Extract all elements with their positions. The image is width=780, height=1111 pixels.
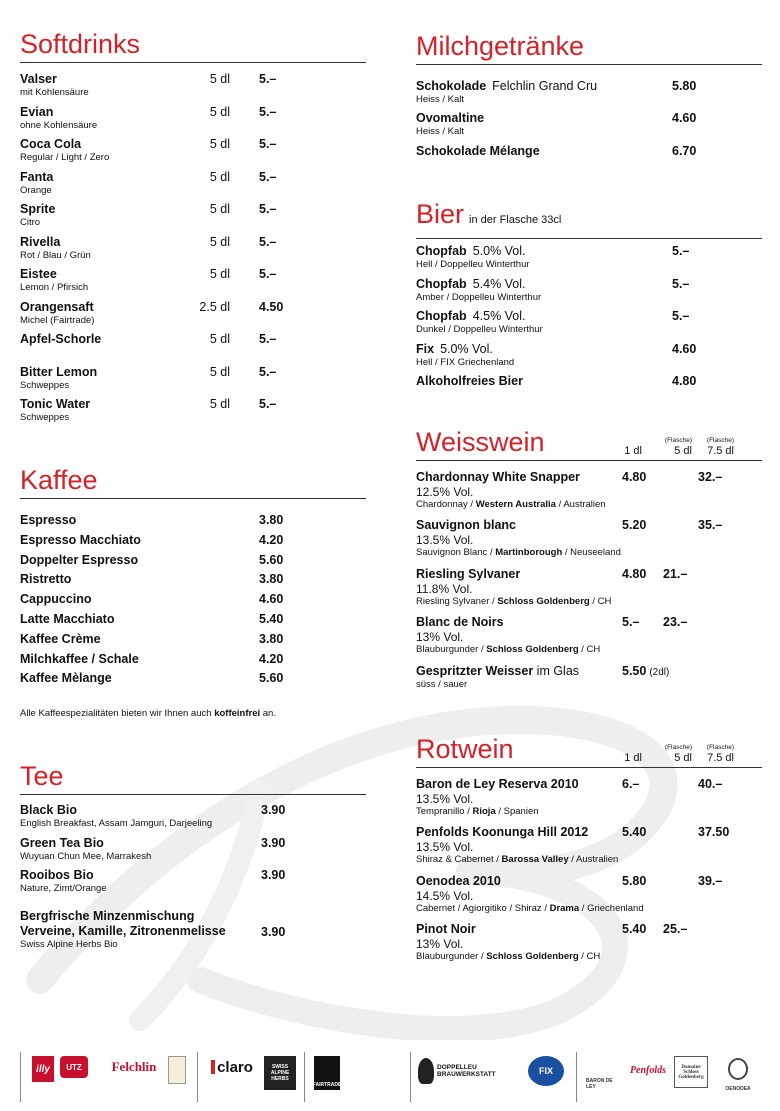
item-name: Oenodea 2010 — [416, 874, 501, 888]
item-name: Baron de Ley Reserva 2010 — [416, 777, 579, 791]
item-name: Penfolds Koonunga Hill 2012 — [416, 825, 589, 839]
item-desc: Hell / Doppelleu Winterthur — [416, 259, 530, 270]
item-price: 3.90 — [261, 803, 286, 817]
item-name — [416, 111, 762, 126]
bier-section — [416, 198, 762, 239]
divider — [20, 1052, 21, 1102]
list-item — [416, 244, 762, 270]
item-name-text: Alkoholfreies Bier — [416, 374, 523, 388]
item-name — [416, 277, 762, 292]
list-item — [20, 553, 366, 568]
price-5dl: 21.– — [663, 567, 688, 581]
item-name: Riesling Sylvaner — [416, 567, 521, 581]
item-price: 5.40 — [259, 612, 284, 626]
list-item — [20, 632, 366, 647]
list-item — [416, 374, 762, 389]
item-desc: Hell / FIX Griechenland — [416, 356, 515, 368]
item-desc: ohne Kohlensäure — [20, 120, 98, 131]
grape: Chardonnay / — [416, 499, 476, 510]
item-abv: 14.5% Vol. — [416, 889, 474, 903]
oenodea-logo: OENODEA — [720, 1056, 756, 1092]
item-name: Doppelter Espresso — [20, 552, 139, 567]
claro-logo: claro — [206, 1056, 258, 1078]
item-desc: Rot / Blau / Grün — [20, 250, 91, 261]
penfolds-logo: Penfolds — [629, 1064, 667, 1076]
koffeinfrei-note: Alle Kaffeespezialitäten bieten wir Ihnen auch koffeinfrei an. — [20, 708, 276, 719]
swiss-alpine-herbs-logo: SWISS ALPINE HERBS — [264, 1056, 296, 1090]
list-item — [20, 202, 366, 228]
grape: Sauvignon Blanc / — [416, 547, 496, 558]
item-desc: Regular / Light / Zero — [20, 152, 110, 163]
item-name — [416, 342, 762, 357]
item-price: 5.– — [259, 332, 277, 346]
price-1dl: 4.80 — [622, 470, 647, 484]
list-item — [20, 137, 366, 163]
rotwein-section — [416, 733, 762, 768]
price-75dl: 32.– — [698, 470, 723, 484]
list-item — [416, 922, 762, 962]
list-item — [20, 652, 366, 667]
grape: Riesling Sylvaner / — [416, 596, 498, 607]
region: Barossa Valley — [501, 854, 569, 865]
item-price: 6.70 — [672, 144, 697, 158]
item-desc: Schweppes — [20, 412, 70, 423]
felchlin-label-image — [168, 1056, 186, 1084]
item-desc: Schweppes — [20, 380, 70, 391]
price-1dl: 5.20 — [622, 518, 647, 532]
region: Schloss Goldenberg — [497, 596, 590, 607]
item-name-text: Schokolade — [416, 79, 487, 93]
grape: Tempranillo / — [416, 806, 473, 817]
item-volume: 2.5 dl — [199, 300, 230, 314]
price-1dl: 5.40 — [622, 825, 647, 839]
doppelleu-logo: DOPPELLEU BRAUWERKSTATT — [418, 1056, 510, 1086]
item-name: Black Bio — [20, 803, 77, 817]
item-name: Ristretto — [20, 572, 72, 587]
region: Schloss Goldenberg — [486, 644, 579, 655]
country: / Griechenland — [579, 903, 644, 914]
item-price: 3.80 — [259, 631, 284, 646]
region: Western Australia — [475, 499, 556, 510]
list-item — [20, 267, 366, 293]
price-5dl: 25.– — [663, 922, 688, 936]
price-75dl: 40.– — [698, 777, 723, 791]
item-price: 3.90 — [261, 835, 286, 850]
list-item — [416, 825, 762, 865]
item-desc — [416, 547, 762, 558]
item-name-text: Chopfab — [416, 244, 467, 258]
kaffee-section — [20, 464, 366, 499]
tee-section — [20, 760, 366, 795]
item-abv: 11.8% Vol. — [416, 582, 473, 596]
softdrinks-section — [20, 28, 366, 63]
list-item — [20, 803, 366, 829]
item-abv: 13.5% Vol. — [416, 840, 474, 854]
item-abv: 4.5% Vol. — [472, 309, 526, 323]
item-name: Espresso — [20, 513, 77, 527]
price-5dl: 23.– — [663, 615, 688, 629]
rotwein-header — [416, 733, 762, 768]
sponsor-logos — [20, 1052, 765, 1102]
item-name-extra: Felchlin Grand Cru — [492, 79, 598, 93]
list-item — [20, 572, 366, 587]
list-item — [20, 868, 366, 894]
list-item — [416, 144, 762, 159]
divider — [576, 1052, 577, 1102]
milch-section — [416, 30, 762, 65]
item-name: Espresso Macchiato — [20, 532, 141, 547]
item-name-text: Chopfab — [416, 309, 467, 323]
bier-header — [416, 198, 762, 239]
column-headers — [416, 433, 762, 457]
list-item — [416, 615, 762, 655]
list-item — [20, 533, 366, 548]
grape: Blauburgunder / — [416, 951, 487, 962]
item-volume: 5 dl — [209, 170, 230, 184]
item-price: 3.90 — [261, 925, 286, 939]
item-price: 5.– — [259, 170, 277, 184]
col-75dl: (Flasche) 7.5 dl — [706, 744, 734, 764]
col-5dl: (Flasche) 5 dl — [664, 437, 692, 457]
fix-logo: FIX — [528, 1056, 564, 1086]
item-price: 4.20 — [259, 651, 284, 666]
region: Schloss Goldenberg — [486, 951, 579, 962]
country: / Neuseeland — [562, 547, 621, 558]
item-volume: 5 dl — [209, 267, 230, 281]
item-name: Bergfrische Minzenmischung — [20, 909, 195, 923]
schloss-goldenberg-logo: Domaine Schloss Goldenberg — [674, 1056, 708, 1088]
item-name: Fanta — [20, 170, 54, 184]
item-name — [416, 79, 762, 94]
item-desc: Orange — [20, 185, 52, 196]
item-desc — [416, 499, 762, 510]
item-price: 5.– — [259, 72, 277, 86]
item-price: 5.60 — [259, 552, 284, 567]
item-price: 4.20 — [259, 532, 284, 547]
list-item — [20, 671, 366, 686]
item-name-text: Fix — [416, 341, 435, 356]
bier-subtitle: in der Flasche 33cl — [469, 214, 562, 226]
list-item — [416, 874, 762, 914]
item-name-text: Ovomaltine — [416, 111, 485, 125]
section-title — [416, 198, 762, 236]
item-price: 5.50 (2dl) — [622, 664, 670, 678]
item-price: 5.– — [672, 276, 690, 291]
item-volume: 5 dl — [209, 137, 230, 151]
item-price: 4.50 — [259, 300, 284, 314]
price-75dl: 37.50 — [698, 825, 730, 839]
price-75dl: 39.– — [698, 874, 723, 888]
item-desc — [416, 596, 762, 607]
item-desc: Heiss / Kalt — [416, 126, 465, 137]
item-desc: süss / sauer — [416, 679, 468, 690]
item-price: 4.80 — [672, 374, 697, 388]
item-desc: English Breakfast, Assam Jamguri, Darjeeling — [20, 818, 213, 829]
region: Drama — [549, 903, 580, 914]
item-desc: Lemon / Pfirsich — [20, 282, 89, 293]
item-desc: Nature, Zimt/Orange — [20, 883, 107, 894]
item-price: 5.– — [259, 365, 277, 379]
item-name: Orangensaft — [20, 300, 94, 314]
item-abv: 5.0% Vol. — [472, 244, 526, 258]
item-abv: 13% Vol. — [416, 937, 464, 951]
item-price: 5.60 — [259, 671, 284, 686]
grape: Cabernet / Agiorgitiko / Shiraz / — [416, 903, 550, 914]
item-price: 5.– — [259, 137, 277, 151]
item-name-line2: Verveine, Kamille, Zitronenmelisse — [20, 924, 226, 938]
col-75dl: (Flasche) 7.5 dl — [706, 437, 734, 457]
col-5dl: (Flasche) 5 dl — [664, 744, 692, 764]
col-1dl: 1 dl — [624, 445, 642, 457]
item-name: Chardonnay White Snapper — [416, 470, 580, 484]
item-name: Gespritzter Weisser im Glas — [416, 664, 580, 678]
item-name: Cappuccino — [20, 592, 92, 607]
grape: Shiraz & Cabernet / — [416, 854, 502, 865]
country: / Australien — [555, 499, 606, 510]
item-desc: Michel (Fairtrade) — [20, 315, 95, 326]
list-item — [416, 470, 762, 510]
list-item — [20, 332, 366, 347]
item-volume: 5 dl — [209, 105, 230, 119]
item-price: 5.– — [259, 202, 277, 216]
kaffee-header — [20, 464, 366, 499]
item-desc: mit Kohlensäure — [20, 87, 89, 98]
weisswein-section — [416, 426, 762, 461]
item-price: 5.– — [259, 105, 277, 119]
item-desc: Dunkel / Doppelleu Winterthur — [416, 324, 543, 335]
item-name: Rooibos Bio — [20, 868, 94, 882]
item-name: Milchkaffee / Schale — [20, 651, 139, 666]
country: / CH — [578, 644, 601, 655]
item-price: 5.– — [672, 244, 690, 258]
list-item — [416, 277, 762, 303]
list-item — [20, 365, 366, 391]
item-name: Kaffee Crème — [20, 631, 101, 646]
item-name — [416, 309, 762, 324]
section-title: Rotwein — [416, 734, 514, 764]
item-volume: 5 dl — [209, 397, 230, 411]
softdrinks-header — [20, 28, 366, 63]
weisswein-header — [416, 426, 762, 461]
region: Rioja — [472, 806, 496, 817]
price-75dl: 35.– — [698, 518, 723, 532]
fairtrade-logo: FAIRTRADE — [314, 1056, 340, 1090]
item-price: 4.60 — [672, 341, 697, 356]
item-name: Green Tea Bio — [20, 835, 104, 850]
list-item — [20, 612, 366, 627]
section-title: Milchgetränke — [416, 31, 585, 61]
item-name: Coca Cola — [20, 137, 82, 151]
list-item — [20, 170, 366, 196]
item-name — [416, 244, 762, 259]
item-abv: 5.0% Vol. — [440, 341, 493, 356]
item-name: Valser — [20, 72, 57, 86]
item-abv: 13.5% Vol. — [416, 533, 474, 547]
item-price: 5.80 — [672, 79, 697, 93]
item-name: Bitter Lemon — [20, 365, 98, 379]
item-abv: 5.4% Vol. — [472, 276, 526, 291]
section-title: Tee — [20, 761, 64, 791]
item-abv: 13% Vol. — [416, 630, 464, 644]
list-item — [416, 518, 762, 558]
country: / CH — [578, 951, 601, 962]
list-item — [20, 397, 366, 423]
item-price: 3.80 — [259, 572, 284, 587]
utz-logo: UTZ — [60, 1056, 88, 1078]
divider — [410, 1052, 411, 1102]
item-price: 5.– — [259, 267, 277, 281]
item-price: 3.80 — [259, 513, 284, 527]
item-desc: Wuyuan Chun Mee, Marrakesh — [20, 850, 152, 862]
country: / Spanien — [495, 806, 539, 817]
item-name: Rivella — [20, 235, 61, 249]
section-title: Kaffee — [20, 465, 98, 495]
country: / CH — [589, 596, 612, 607]
item-volume: 5 dl — [209, 202, 230, 216]
price-1dl: 5.40 — [622, 922, 647, 936]
divider — [304, 1052, 305, 1102]
item-desc — [416, 806, 762, 817]
item-price: 4.60 — [259, 592, 284, 607]
item-name: Latte Macchiato — [20, 612, 115, 626]
list-item — [416, 342, 762, 368]
felchlin-logo: Felchlin — [111, 1059, 157, 1074]
item-name: Pinot Noir — [416, 922, 476, 936]
item-name: Evian — [20, 105, 54, 119]
item-name: Blanc de Noirs — [416, 615, 504, 629]
item-volume: 5 dl — [209, 72, 230, 86]
tee-header — [20, 760, 366, 795]
grape: Blauburgunder / — [416, 644, 487, 655]
item-name: Sauvignon blanc — [416, 518, 517, 532]
item-abv: 12.5% Vol. — [416, 485, 474, 499]
item-name-text: Schokolade Mélange — [416, 144, 540, 158]
list-item — [20, 592, 366, 607]
list-item — [20, 836, 366, 862]
item-desc: Citro — [20, 217, 41, 228]
illy-logo: illy — [32, 1056, 54, 1082]
baron-de-ley-logo: BARON DE LEY — [586, 1078, 613, 1090]
item-name — [416, 374, 762, 389]
list-item — [20, 72, 366, 98]
item-name-text: Chopfab — [416, 276, 467, 291]
list-item — [20, 235, 366, 261]
item-desc — [416, 644, 762, 655]
item-volume: 5 dl — [209, 365, 230, 379]
section-title: Weisswein — [416, 427, 545, 457]
item-name: Eistee — [20, 267, 57, 281]
divider — [197, 1052, 198, 1102]
list-item — [416, 79, 762, 105]
list-item — [416, 777, 762, 817]
item-name: Apfel-Schorle — [20, 332, 102, 346]
item-volume: 5 dl — [209, 332, 230, 346]
section-title: Softdrinks — [20, 29, 141, 59]
list-item — [20, 105, 366, 131]
list-item — [416, 567, 762, 607]
item-price: 5.– — [672, 309, 690, 323]
item-price: 3.90 — [261, 868, 286, 882]
item-desc: Heiss / Kalt — [416, 94, 465, 105]
col-1dl: 1 dl — [624, 752, 642, 764]
list-item — [20, 909, 366, 950]
item-name: Tonic Water — [20, 397, 91, 411]
country: / Australien — [568, 854, 619, 865]
item-name: Sprite — [20, 202, 56, 216]
region: Martinborough — [495, 547, 563, 558]
milch-header — [416, 30, 762, 65]
column-headers — [416, 740, 762, 764]
item-volume: 5 dl — [209, 235, 230, 249]
item-abv: 13.5% Vol. — [416, 792, 474, 806]
item-price: 4.60 — [672, 111, 697, 125]
list-item — [416, 309, 762, 335]
item-desc — [416, 903, 762, 914]
list-item — [20, 513, 366, 528]
price-1dl: 5.– — [622, 615, 640, 629]
item-desc: Swiss Alpine Herbs Bio — [20, 939, 118, 950]
price-1dl: 6.– — [622, 777, 640, 791]
item-price: 5.– — [259, 235, 277, 249]
item-name: Kaffee Mèlange — [20, 671, 112, 686]
price-1dl: 5.80 — [622, 874, 647, 888]
item-desc — [416, 951, 762, 962]
item-price: 5.– — [259, 397, 277, 411]
list-item — [416, 664, 762, 690]
item-desc — [416, 854, 762, 865]
item-name — [416, 144, 762, 159]
bier-title: Bier — [416, 199, 465, 229]
item-desc: Amber / Doppelleu Winterthur — [416, 291, 542, 303]
list-item — [416, 111, 762, 137]
price-1dl: 4.80 — [622, 567, 647, 581]
list-item — [20, 300, 366, 326]
